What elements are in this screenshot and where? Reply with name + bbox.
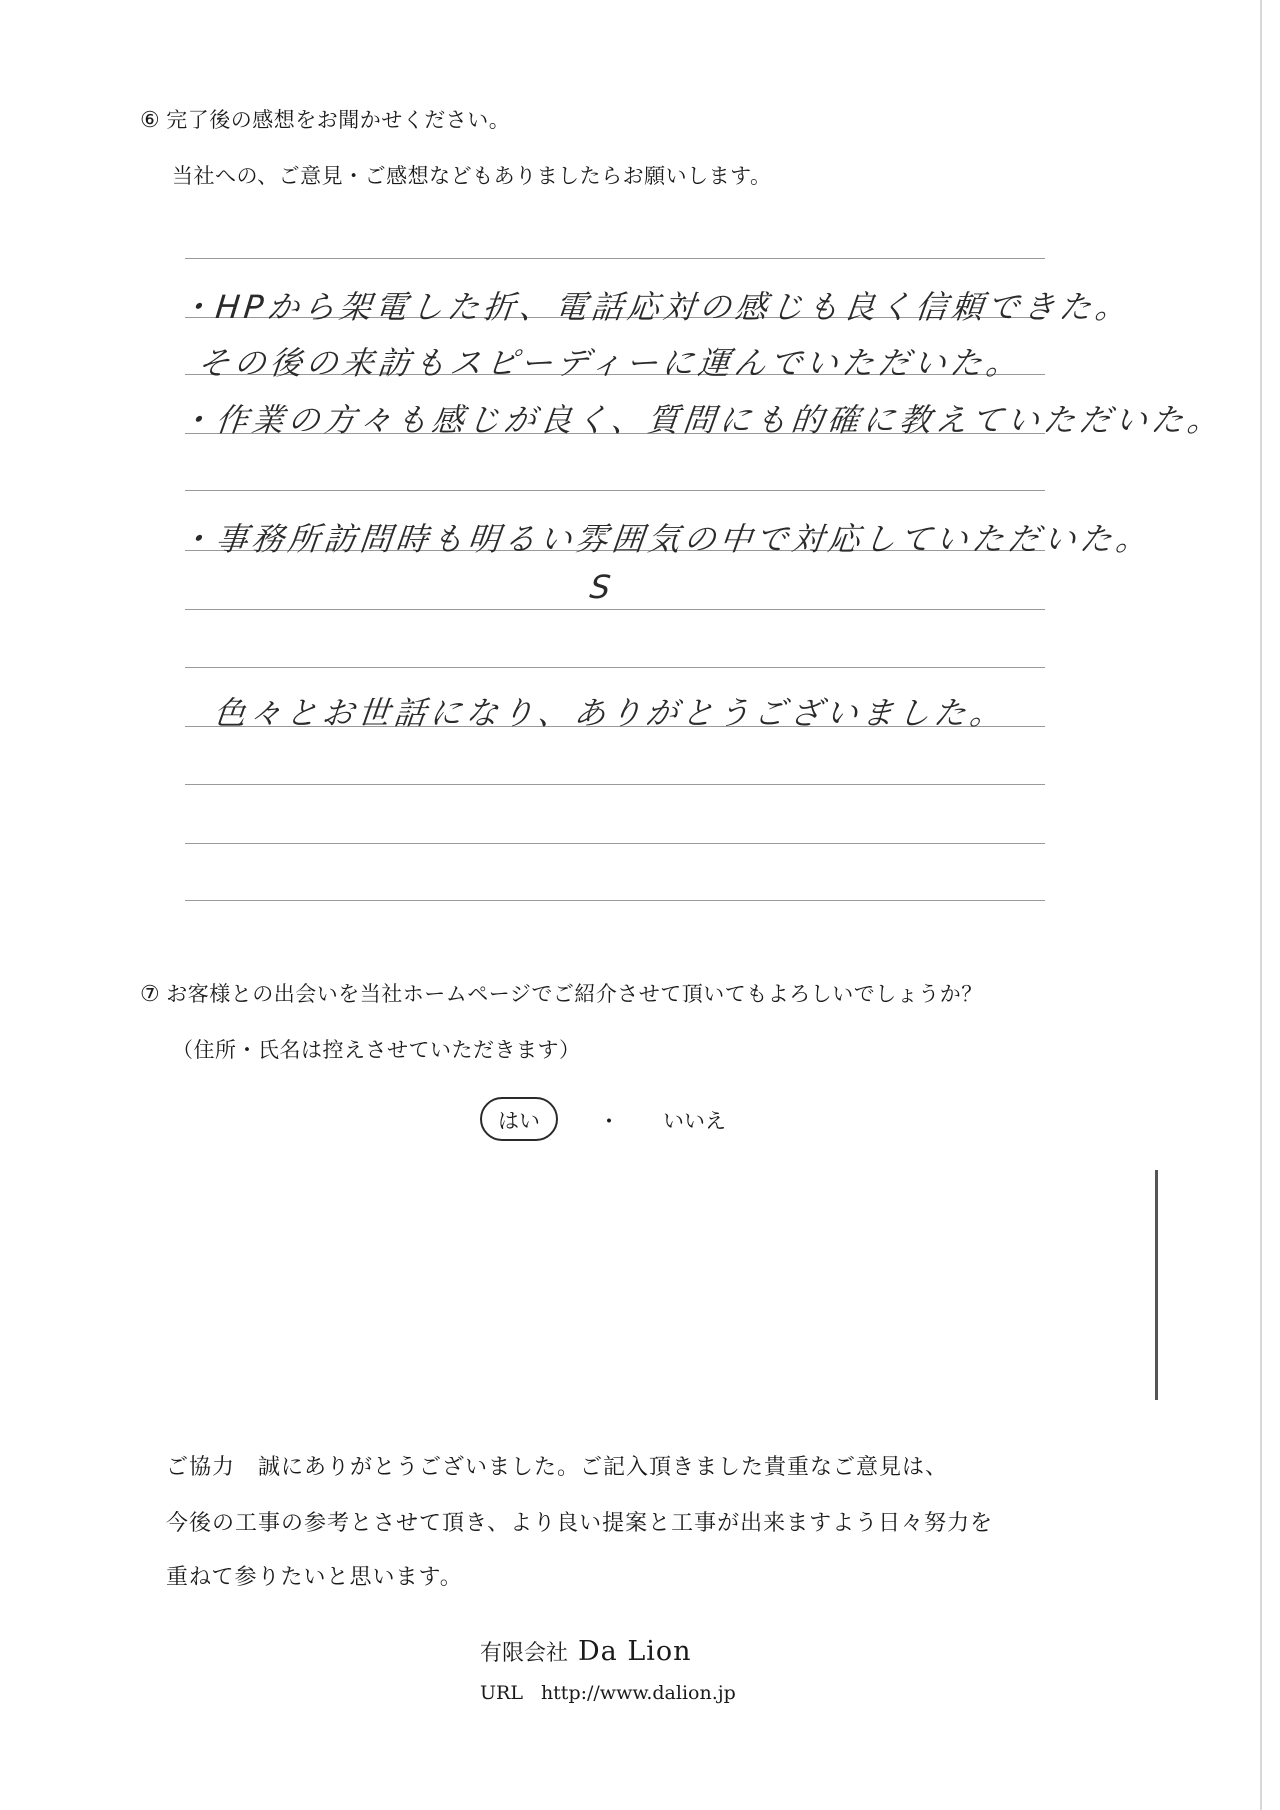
answer-rule	[185, 784, 1045, 785]
handwritten-mark: S	[588, 568, 617, 606]
consent-choices	[0, 1095, 1280, 1155]
handwritten-line: ・作業の方々も感じが良く、質問にも的確に教えていただいた。	[177, 401, 1226, 439]
url-label: URL	[480, 1682, 523, 1704]
question7-subtitle: （住所・氏名は控えさせていただきます）	[172, 1038, 581, 1062]
question7-heading	[140, 978, 983, 1008]
company-name-jp: 有限会社	[480, 1641, 569, 1666]
handwritten-line: ・事務所訪問時も明るい雰囲気の中で対応していただいた。	[177, 520, 1154, 558]
question7-title: お客様との出会いを当社ホームページでご紹介させて頂いてもよろしいでしょうか？	[166, 982, 983, 1006]
handwritten-line: ・HPから架電した折、電話応対の感じも良く信頼できた。	[177, 288, 1134, 326]
handwritten-line: 色々とお世話になり、ありがとうございました。	[211, 694, 1008, 732]
question6-heading	[140, 104, 510, 134]
closing-line: ご協力 誠にありがとうございました。ご記入頂きました貴重なご意見は、	[166, 1455, 949, 1480]
company-url	[480, 1682, 736, 1704]
question6-subtitle: 当社への、ご意見・ご感想などもありましたらお願いします。	[172, 164, 772, 188]
question7-number: ⑦	[140, 982, 161, 1007]
question6-number: ⑥	[140, 108, 161, 133]
company-name	[480, 1636, 692, 1667]
handwritten-line: その後の来訪もスピーディーに運んでいただいた。	[195, 344, 1024, 382]
answer-rule	[185, 258, 1045, 259]
option-yes-circled[interactable]: はい	[480, 1097, 558, 1141]
company-name-en: Da Lion	[578, 1636, 692, 1667]
scan-edge-line	[1260, 0, 1262, 1810]
answer-rule	[185, 490, 1045, 491]
answer-rule	[185, 843, 1045, 844]
url-link[interactable]: http://www.dalion.jp	[540, 1682, 736, 1704]
option-separator: ・	[598, 1110, 621, 1135]
option-no[interactable]: いいえ	[663, 1109, 726, 1133]
answer-rule	[185, 900, 1045, 901]
closing-line: 重ねて参りたいと思います。	[166, 1565, 463, 1590]
answer-rule	[185, 667, 1045, 668]
margin-pen-mark	[1155, 1170, 1158, 1400]
closing-line: 今後の工事の参考とさせて頂き、より良い提案と工事が出来ますよう日々努力を	[166, 1511, 994, 1536]
question6-title: 完了後の感想をお聞かせください。	[166, 108, 511, 132]
answer-rule	[185, 609, 1045, 610]
